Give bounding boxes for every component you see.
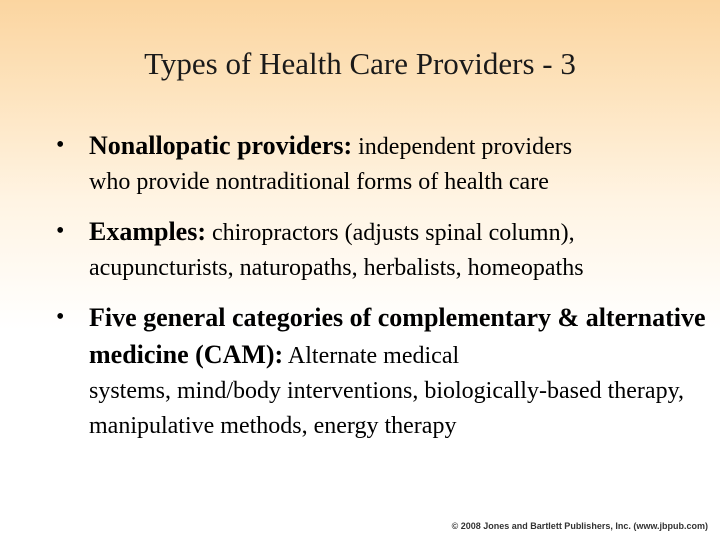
bullet-text: chiropractors (adjusts spinal column), (206, 220, 575, 246)
bullet-item-nonallopatic (56, 128, 706, 200)
bullet-lead: Nonallopatic providers: (89, 131, 353, 160)
bullet-text: independent providers (352, 134, 573, 160)
bullet-dot-icon: • (56, 304, 65, 330)
bullet-item-examples (56, 214, 706, 286)
bullet-item-cam (56, 300, 706, 444)
bullet-continuation: systems, mind/body interventions, biologically-based therapy, manipulative methods, energy therapy (89, 378, 685, 439)
bullet-dot-icon: • (56, 132, 65, 158)
slide-title: Types of Health Care Providers - 3 (144, 46, 576, 81)
bullet-dot-icon: • (56, 218, 65, 244)
bullet-continuation: who provide nontraditional forms of health care (89, 169, 549, 195)
bullet-lead: Five general categories of complementary & alternative medicine (CAM): (89, 303, 706, 369)
bullet-list (56, 128, 706, 444)
bullet-lead: Examples: (89, 217, 206, 246)
bullet-continuation: acupuncturists, naturopaths, herbalists, homeopaths (89, 255, 584, 281)
bullet-text: Alternate medical (283, 343, 460, 369)
copyright-notice: © 2008 Jones and Bartlett Publishers, Inc. (www.jbpub.com) (451, 521, 708, 531)
